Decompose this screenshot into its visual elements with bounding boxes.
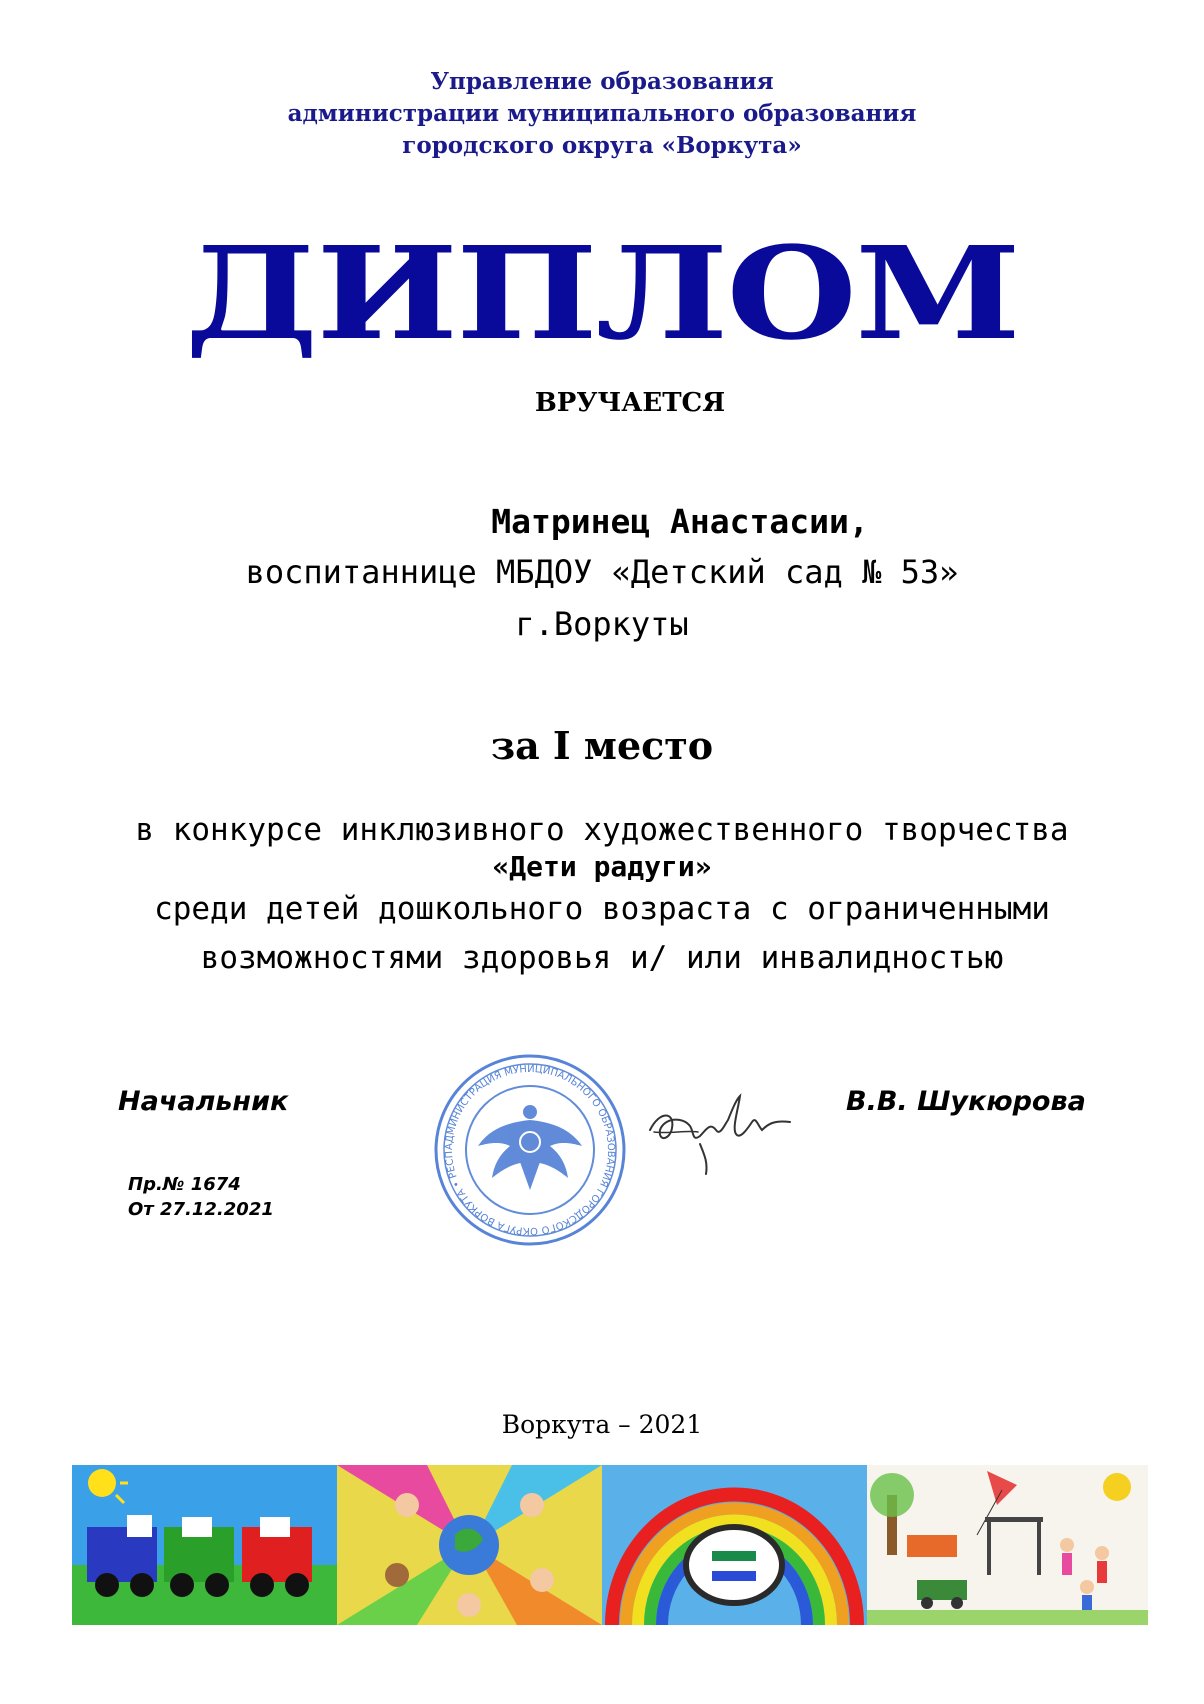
drawing-rainbow-round-dance [602,1465,867,1625]
children-drawings-banner [72,1465,1148,1625]
signatory-name: В.В. Шукюрова [846,1086,1086,1117]
official-stamp [430,1050,630,1250]
signatory-title: Начальник [118,1086,289,1117]
recipient-city: г.Воркуты [515,605,689,643]
issuer-line-2: администрации муниципального образования [287,100,917,127]
order-date: От 27.12.2021 [128,1199,274,1220]
issuer-line-3: городского округа «Воркута» [402,132,802,159]
award-place: за I место [490,723,714,768]
eagle-emblem-icon [478,1105,582,1190]
contest-name: «Дети радуги» [492,850,712,883]
footer-place-year: Воркута – 2021 [501,1410,703,1439]
awarded-label: ВРУЧАЕТСЯ [534,388,726,418]
contest-line-3: среди детей дошкольного возраста с ограниченными [154,891,1050,927]
drawing-playground [867,1465,1148,1625]
diploma-title: ДИПЛОМ [184,218,1020,369]
drawing-children-circle [337,1465,602,1625]
recipient-name: Матринец Анастасии, [491,502,869,541]
stamp-ring-text: АДМИНИСТРАЦИЯ МУНИЦИПАЛЬНОГО ОБРАЗОВАНИЯ ГОРОДСКОГО ОКРУГА ВОРКУТА • РЕСП [443,1063,617,1237]
contest-line-4: возможностями здоровья и/ или инвалидностью [200,940,1004,976]
recipient-institution: воспитаннице МБДОУ «Детский сад № 53» [245,553,959,591]
handwritten-signature [640,1070,800,1180]
issuer-header [0,66,1204,162]
drawing-train [72,1465,337,1625]
contest-line-1: в конкурсе инклюзивного художественного творчества [135,812,1069,848]
issuer-line-1: Управление образования [430,68,774,95]
order-number: Пр.№ 1674 [128,1174,241,1195]
